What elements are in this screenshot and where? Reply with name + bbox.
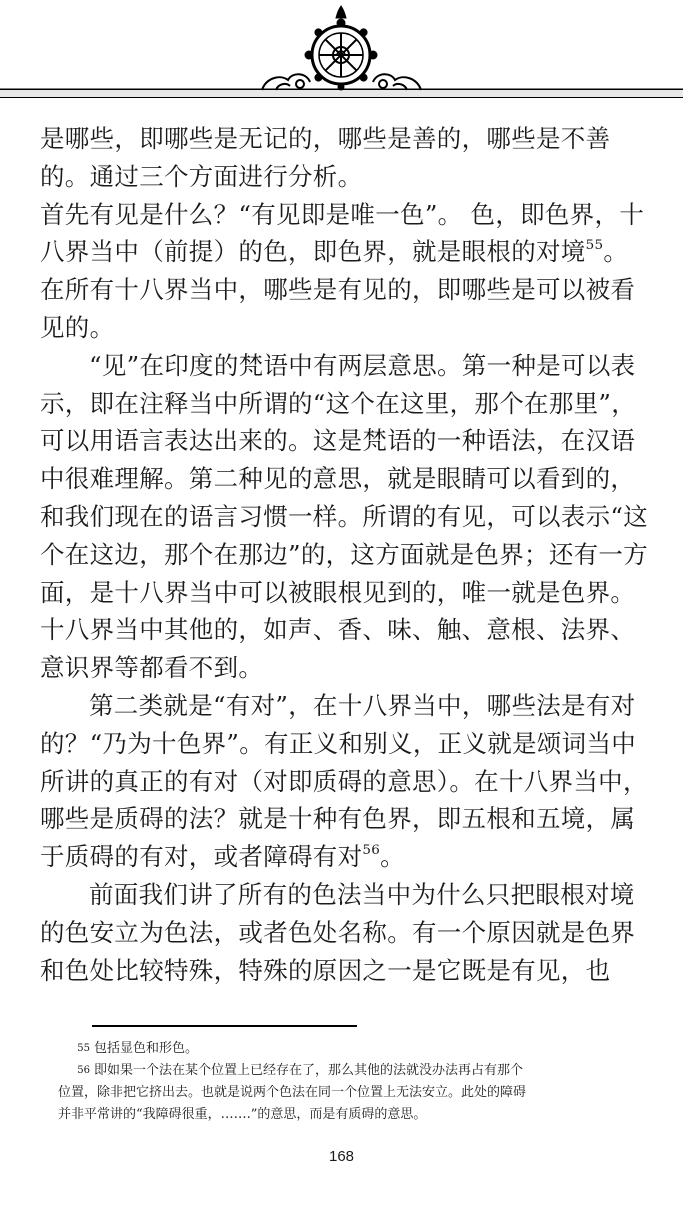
footnote-text: 位置，除非把它挤出去。也就是说两个色法在同一个位置上无法安立。此处的障碍 [58, 1085, 527, 1100]
footnote-text: 并非平常讲的“我障碍很重，…….”的意思，而是有质碍的意思。 [58, 1107, 427, 1122]
paragraph [40, 120, 652, 196]
footnote-reference[interactable]: 55 [585, 237, 604, 254]
main-body-text [40, 120, 652, 989]
footnote-number: 56 [77, 1065, 90, 1076]
footnote-separator [92, 1025, 357, 1027]
paragraph-text: “见”在印度的梵语中有两层意思。第一种是可以表示，即在注释当中所谓的“这个在这里，那个在那里”，可以用语言表达出来的。这是梵语的一种语法，在汉语中很难理解。第二种见的意思，就是眼睛可以看到的，和我们现在的语言习惯一样。所谓的有见，可以表示“这个在这边，那个在那边”的，这方面就是色界；还有一方面，是十八界当中可以被眼根见到的，唯一就是色界。十八界当中其他的，如声、香、味、触、意根、法界、意识界等都看不到。 [40, 350, 649, 683]
right-cloud-icon [373, 74, 421, 90]
footnote-number: 55 [77, 1043, 90, 1054]
header-band-fill [0, 90, 683, 97]
footnotes [58, 1038, 658, 1126]
footnote-line [58, 1060, 658, 1082]
page-number: 168 [328, 1148, 355, 1165]
paragraph-text: 是哪些，即哪些是无记的，哪些是善的，哪些是不善的。通过三个方面进行分析。 [40, 124, 611, 191]
dharma-wheel-icon [305, 6, 377, 90]
paragraph-text: 第二类就是“有对”，在十八界当中，哪些法是有对的？“乃为十色界”。有正义和别义，正义就是颂词当中所讲的真正的有对（对即质碍的意思）。在十八界当中，哪些是质碍的法？就是十种有色界，即五根和五境，属于质碍的有对，或者障碍有对 [40, 690, 648, 872]
paragraph [40, 347, 652, 687]
page-header-ornament [0, 0, 683, 110]
footnote-text: 包括显色和形色。 [94, 1041, 199, 1056]
footnote-line [58, 1082, 658, 1104]
paragraph-text: 。 [380, 842, 405, 872]
footnote-line [58, 1104, 658, 1126]
paragraph-text: 首先有见是什么？“有见即是唯一色”。 色，即色界，十八界当中（前提）的色，即色界，就是眼根的对境 [40, 199, 645, 267]
footnote-reference[interactable]: 56 [362, 842, 381, 859]
paragraph [40, 687, 652, 876]
paragraph-text: 。在所有十八界当中，哪些是有见的，即哪些是可以被看见的。 [40, 237, 636, 342]
footnote-line [58, 1038, 658, 1060]
paragraph-text: 前面我们讲了所有的色法当中为什么只把眼根对境的色安立为色法，或者色处名称。有一个原因就是色界和色处比较特殊，特殊的原因之一是它既是有见，也 [40, 879, 636, 985]
footnote-text: 即如果一个法在某个位置上已经存在了，那么其他的法就没办法再占有那个 [94, 1063, 524, 1078]
left-cloud-icon [262, 74, 310, 90]
header-ornament-graphic [0, 0, 683, 110]
paragraph [40, 876, 652, 989]
paragraph [40, 196, 652, 347]
